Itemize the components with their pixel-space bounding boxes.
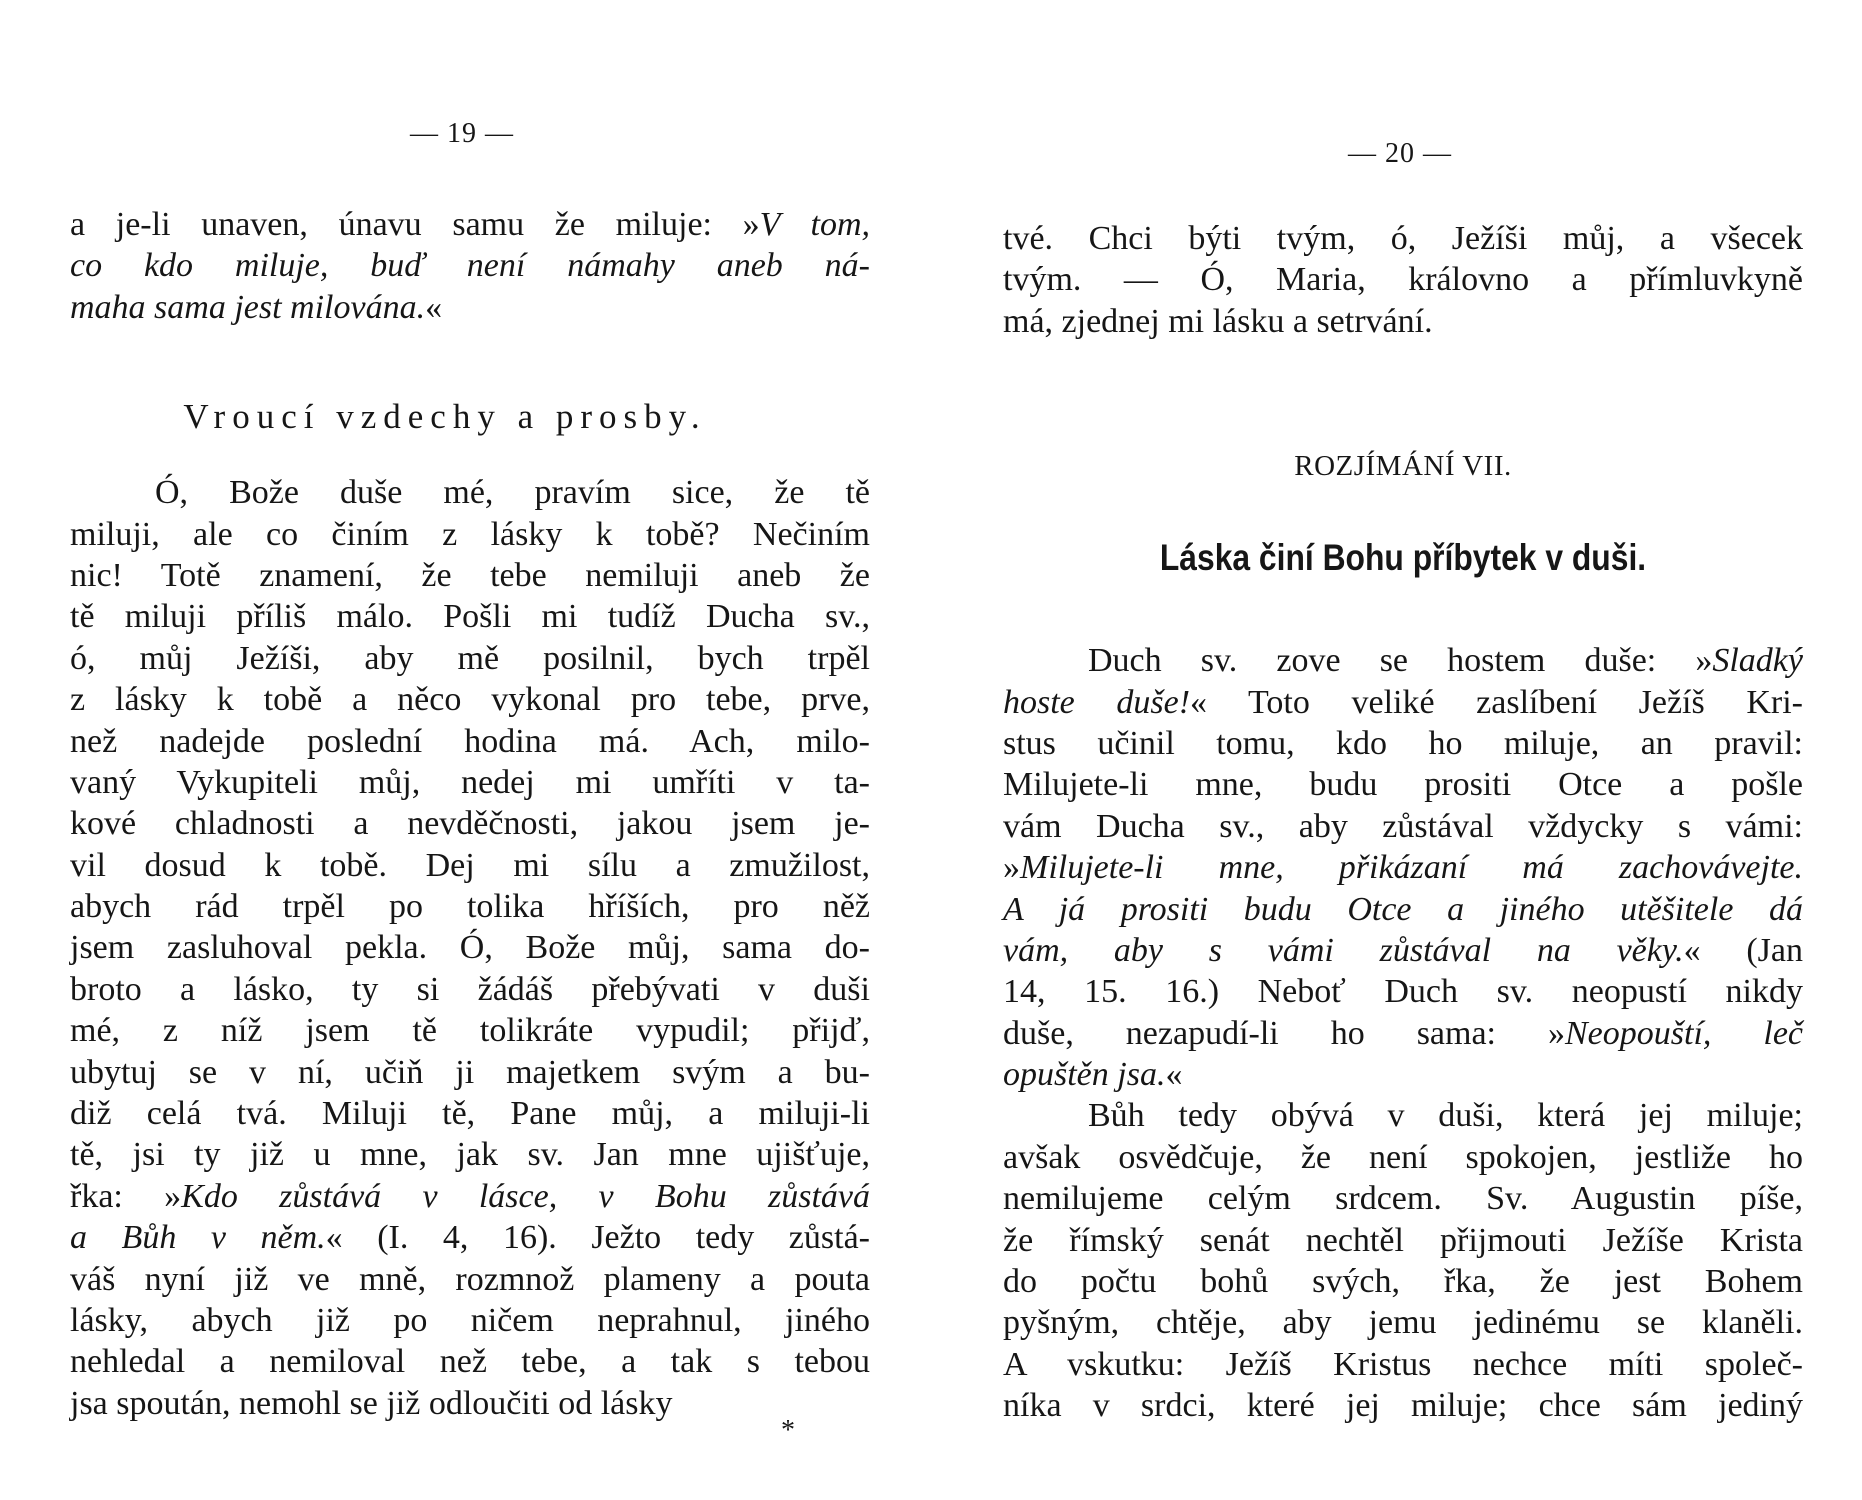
text-line (1003, 259, 1803, 300)
text-line (70, 1176, 870, 1217)
text-line (70, 1134, 870, 1175)
text-line (1003, 1344, 1803, 1385)
text-line (70, 204, 870, 245)
text-run: do počtu bohů svých, řka, že jest Bohem (1003, 1263, 1803, 1301)
text-run: « (425, 288, 443, 326)
text-line (1003, 218, 1803, 259)
text-run: « (1165, 1056, 1183, 1094)
text-run: tvým. — Ó, Maria, královno a přímluvkyně (1003, 261, 1803, 299)
text-line (70, 1093, 870, 1134)
paragraph-intro (70, 204, 870, 328)
text-line (1003, 1178, 1803, 1219)
page-number: — 20 — (1348, 138, 1452, 169)
text-line (70, 1217, 870, 1258)
text-run: tě, jsi ty již u mne, jak sv. Jan mne ujišťuje, (70, 1136, 870, 1174)
text-line (70, 1300, 870, 1341)
text-line (70, 762, 870, 803)
text-line (70, 1383, 870, 1424)
text-line (70, 845, 870, 886)
text-run: Ó, Bože duše mé, pravím sice, že tě (155, 474, 870, 512)
text-run: « (Jan (1683, 931, 1803, 969)
italic-quote: vám, aby s vámi zůstával na věky. (1003, 931, 1684, 969)
text-run: » (1003, 849, 1020, 887)
text-run: miluji, ale co činím z lásky k tobě? Nečiním (70, 515, 870, 553)
text-line (70, 638, 870, 679)
text-run: vaný Vykupiteli můj, nedej mi umříti v ta- (70, 763, 870, 801)
text-line (70, 555, 870, 596)
paragraph-prayer (70, 472, 870, 1424)
italic-quote: Sladký (1712, 642, 1803, 680)
text-run: duše, nezapudí-li ho sama: » (1003, 1014, 1565, 1052)
text-run: nic! Totě znamení, že tebe nemiluji aneb že (70, 556, 870, 594)
text-line (70, 514, 870, 555)
text-line (1003, 723, 1803, 764)
chapter-title: Láska činí Bohu příbytek v duši. (1159, 537, 1647, 579)
text-line (1003, 1095, 1803, 1136)
text-run: nehledal a nemiloval než tebe, a tak s tebou (70, 1343, 870, 1381)
text-line (1003, 971, 1803, 1012)
text-run: stus učinil tomu, kdo ho miluje, an pravil: (1003, 724, 1803, 762)
text-line (1003, 1013, 1803, 1054)
text-line (70, 1259, 870, 1300)
text-line (1003, 1220, 1803, 1261)
text-run: Bůh tedy obývá v duši, která jej miluje; (1088, 1097, 1803, 1135)
text-run: 14, 15. 16.) Neboť Duch sv. neopustí nikdy (1003, 973, 1803, 1011)
text-run: a je-li unaven, únavu samu že miluje: » (70, 206, 760, 243)
section-subheading: Vroucí vzdechy a prosby. (183, 397, 707, 437)
text-line (70, 927, 870, 968)
left-page-text (70, 204, 870, 1424)
text-run: broto a lásko, ty si žádáš přebývati v duši (70, 970, 870, 1008)
text-run: tvé. Chci býti tvým, ó, Ježíši můj, a všecek (1003, 220, 1803, 257)
text-run: řka: » (70, 1177, 182, 1215)
text-run: vil dosud k tobě. Dej mi sílu a zmužilost, (70, 846, 870, 884)
text-run: než nadejde poslední hodina má. Ach, milo- (70, 722, 870, 760)
signature-mark: * (781, 1415, 795, 1446)
italic-quote: co kdo miluje, buď není námahy aneb ná- (70, 247, 870, 285)
text-line (70, 472, 870, 513)
text-run: Duch sv. zove se hostem duše: » (1088, 642, 1713, 680)
text-run: má, zjednej mi lásku a setrvání. (1003, 302, 1433, 340)
italic-quote: hoste duše! (1003, 683, 1191, 721)
text-run: ó, můj Ježíši, aby mě posilnil, bych trpěl (70, 639, 870, 677)
text-line (70, 721, 870, 762)
text-line (70, 969, 870, 1010)
paragraph-continuation (1003, 218, 1803, 342)
text-line (1003, 889, 1803, 930)
italic-quote: Neopouští, leč (1565, 1014, 1804, 1052)
italic-quote: Milujete-li mne, přikázaní má zachovávejte. (1020, 849, 1803, 887)
text-run: nemilujeme celým srdcem. Sv. Augustin píše, (1003, 1180, 1803, 1218)
paragraph-holy-spirit (1003, 640, 1803, 1095)
text-run: z lásky k tobě a něco vykonal pro tebe, prve, (70, 681, 870, 719)
text-line (1003, 1137, 1803, 1178)
chapter-heading: ROZJÍMÁNÍ VII. (1294, 450, 1512, 483)
text-run: níka v srdci, které jej miluje; chce sám jediný (1003, 1387, 1803, 1425)
text-run: ubytuj se v ní, učiň ji majetkem svým a bu- (70, 1053, 870, 1091)
text-line (1003, 806, 1803, 847)
text-run: diž celá tvá. Miluji tě, Pane můj, a miluji-li (70, 1095, 870, 1133)
text-run: avšak osvědčuje, že není spokojen, jestliže ho (1003, 1138, 1803, 1176)
text-run: pyšným, chtěje, aby jemu jedinému se klaněli. (1003, 1304, 1803, 1342)
italic-quote: maha sama jest milována. (70, 288, 426, 326)
text-run: A vskutku: Ježíš Kristus nechce míti společ- (1003, 1345, 1803, 1383)
text-run: váš nyní již ve mně, rozmnož plameny a pouta (70, 1260, 870, 1298)
text-run: jsem zasluhoval pekla. Ó, Bože můj, sama do- (70, 929, 870, 967)
text-run: jsa spoután, nemohl se již odloučiti od lásky (70, 1384, 673, 1422)
text-line (70, 287, 870, 328)
text-line (1003, 682, 1803, 723)
text-run: « (I. 4, 16). Ježto tedy zůstá- (325, 1219, 870, 1257)
text-line (70, 1010, 870, 1051)
text-line (70, 803, 870, 844)
text-line (1003, 847, 1803, 888)
text-line (70, 679, 870, 720)
italic-quote: A já prositi budu Otce a jiného utěšitele dá (1003, 890, 1803, 928)
right-page-text (1003, 218, 1803, 1427)
italic-quote: Kdo zůstává v lásce, v Bohu zůstává (181, 1177, 870, 1215)
text-run: « Toto veliké zaslíbení Ježíš Kri- (1190, 683, 1803, 721)
text-line (1003, 930, 1803, 971)
text-line (70, 1341, 870, 1382)
text-run: že římský senát nechtěl přijmouti Ježíše Krista (1003, 1221, 1803, 1259)
text-line (1003, 1054, 1803, 1095)
text-line (70, 886, 870, 927)
text-run: tě miluji příliš málo. Pošli mi tudíž Ducha sv., (70, 598, 870, 636)
text-run: abych rád trpěl po tolika hříších, pro něž (70, 888, 870, 926)
text-run: Milujete-li mne, budu prositi Otce a pošle (1003, 766, 1803, 804)
text-line (70, 245, 870, 286)
text-run: vám Ducha sv., aby zůstával vždycky s vámi: (1003, 807, 1803, 845)
italic-quote: opuštěn jsa. (1003, 1056, 1166, 1094)
italic-quote: V tom, (759, 206, 871, 243)
text-line (1003, 1302, 1803, 1343)
text-line (1003, 301, 1803, 342)
text-run: lásky, abych již po ničem neprahnul, jiného (70, 1301, 870, 1339)
text-line (70, 1052, 870, 1093)
text-run: kové chladnosti a nevděčnosti, jakou jsem je- (70, 805, 870, 843)
page-number: — 19 — (410, 118, 514, 149)
text-line (70, 596, 870, 637)
paragraph-augustine (1003, 1095, 1803, 1426)
italic-quote: a Bůh v něm. (70, 1219, 326, 1257)
text-line (1003, 640, 1803, 681)
text-run: mé, z níž jsem tě tolikráte vypudil; přijď, (70, 1012, 870, 1050)
text-line (1003, 764, 1803, 805)
text-line (1003, 1261, 1803, 1302)
text-line (1003, 1385, 1803, 1426)
